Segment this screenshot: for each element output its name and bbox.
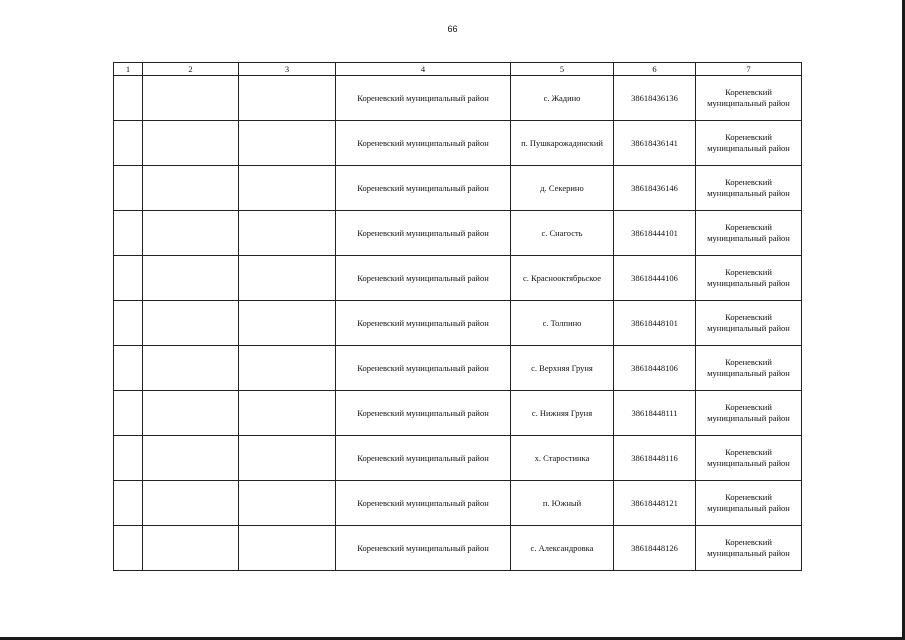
row-number-cell [114,436,143,481]
district-cell: Кореневский муниципальный район [336,346,511,391]
municipality-cell: Кореневский муниципальный район [696,436,802,481]
table-row [114,76,802,121]
column-header: 1 [114,63,143,76]
column-header: 7 [696,63,802,76]
page-number: 66 [447,24,458,34]
settlement-cell: с. Александровка [511,526,614,571]
row-number-cell [114,346,143,391]
row-number-cell [114,391,143,436]
table-row [114,391,802,436]
row-number-cell [114,76,143,121]
row-number-cell [114,256,143,301]
column-3-cell [239,391,336,436]
municipality-cell: Кореневский муниципальный район [696,526,802,571]
column-header: 3 [239,63,336,76]
settlement-cell: п. Пушкарожадинский [511,121,614,166]
oktmo-code-cell: 38618448121 [614,481,696,526]
column-header: 2 [143,63,239,76]
document-table [113,62,802,571]
settlement-cell: х. Старостинка [511,436,614,481]
row-number-cell [114,166,143,211]
settlement-cell: с. Краснооктябрьское [511,256,614,301]
district-cell: Кореневский муниципальный район [336,301,511,346]
table-row [114,436,802,481]
column-3-cell [239,436,336,481]
municipality-cell: Кореневский муниципальный район [696,256,802,301]
column-header: 6 [614,63,696,76]
district-cell: Кореневский муниципальный район [336,121,511,166]
oktmo-code-cell: 38618436141 [614,121,696,166]
oktmo-code-cell: 38618444101 [614,211,696,256]
table-row [114,256,802,301]
row-number-cell [114,211,143,256]
table-row [114,166,802,211]
settlement-cell: п. Южный [511,481,614,526]
table-header-row [114,63,802,76]
table-row [114,481,802,526]
column-3-cell [239,526,336,571]
column-header: 4 [336,63,511,76]
municipality-cell: Кореневский муниципальный район [696,391,802,436]
column-2-cell [143,526,239,571]
oktmo-code-cell: 38618448106 [614,346,696,391]
municipality-cell: Кореневский муниципальный район [696,346,802,391]
row-number-cell [114,481,143,526]
row-number-cell [114,301,143,346]
column-2-cell [143,166,239,211]
oktmo-code-cell: 38618448101 [614,301,696,346]
table-row [114,211,802,256]
column-2-cell [143,481,239,526]
table-row [114,121,802,166]
column-3-cell [239,346,336,391]
settlement-cell: с. Толпино [511,301,614,346]
column-2-cell [143,436,239,481]
municipality-cell: Кореневский муниципальный район [696,481,802,526]
column-3-cell [239,481,336,526]
column-2-cell [143,301,239,346]
settlement-cell: с. Снагость [511,211,614,256]
district-cell: Кореневский муниципальный район [336,481,511,526]
column-3-cell [239,256,336,301]
district-cell: Кореневский муниципальный район [336,436,511,481]
municipality-cell: Кореневский муниципальный район [696,301,802,346]
oktmo-code-cell: 38618436136 [614,76,696,121]
municipality-cell: Кореневский муниципальный район [696,76,802,121]
table-row [114,526,802,571]
column-2-cell [143,76,239,121]
settlement-cell: д. Секерино [511,166,614,211]
district-cell: Кореневский муниципальный район [336,256,511,301]
column-3-cell [239,301,336,346]
column-3-cell [239,166,336,211]
district-cell: Кореневский муниципальный район [336,211,511,256]
row-number-cell [114,121,143,166]
row-number-cell [114,526,143,571]
oktmo-code-cell: 38618448116 [614,436,696,481]
column-3-cell [239,121,336,166]
column-2-cell [143,391,239,436]
column-2-cell [143,211,239,256]
municipality-cell: Кореневский муниципальный район [696,121,802,166]
settlement-cell: с. Верхняя Груня [511,346,614,391]
district-cell: Кореневский муниципальный район [336,166,511,211]
oktmo-code-cell: 38618448126 [614,526,696,571]
district-cell: Кореневский муниципальный район [336,391,511,436]
oktmo-code-cell: 38618448111 [614,391,696,436]
municipality-cell: Кореневский муниципальный район [696,166,802,211]
district-cell: Кореневский муниципальный район [336,76,511,121]
column-2-cell [143,346,239,391]
settlement-cell: с. Жадино [511,76,614,121]
table-row [114,301,802,346]
column-header: 5 [511,63,614,76]
municipality-cell: Кореневский муниципальный район [696,211,802,256]
settlement-cell: с. Нижняя Груня [511,391,614,436]
column-2-cell [143,121,239,166]
table-row [114,346,802,391]
oktmo-code-cell: 38618444106 [614,256,696,301]
column-3-cell [239,76,336,121]
column-2-cell [143,256,239,301]
column-3-cell [239,211,336,256]
oktmo-code-cell: 38618436146 [614,166,696,211]
district-cell: Кореневский муниципальный район [336,526,511,571]
